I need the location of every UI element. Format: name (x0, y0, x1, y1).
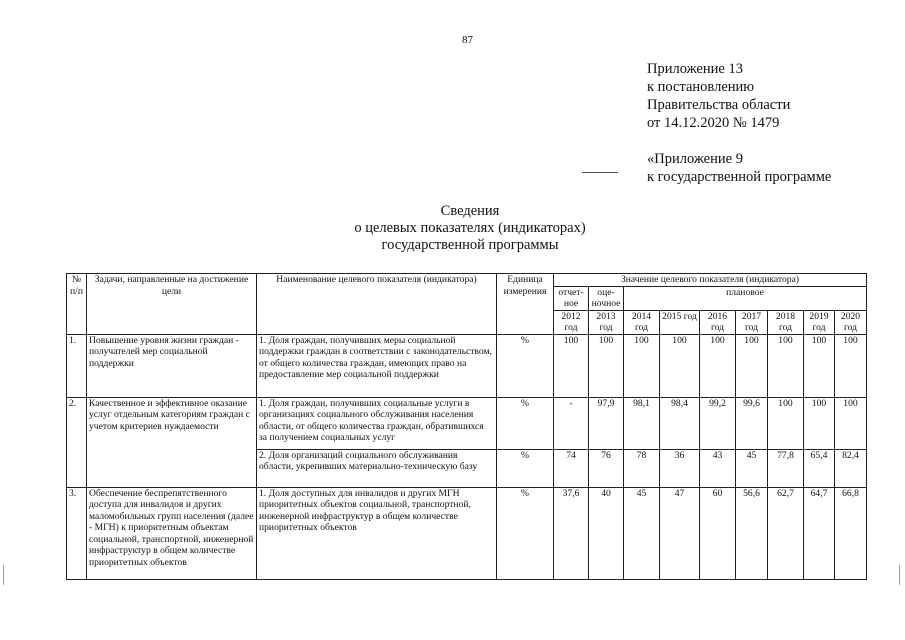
scan-artifact (899, 565, 900, 585)
row-value: 100 (835, 334, 867, 397)
title-line: государственной программы (381, 237, 559, 253)
row-value: - (554, 397, 589, 449)
table-row (67, 487, 867, 579)
row-value: 100 (768, 397, 804, 449)
header-year: 2020 год (835, 310, 867, 334)
header-tasks: Задачи, направленные на достижение цели (87, 274, 257, 335)
scan-dash (582, 172, 618, 173)
row-unit: % (497, 397, 554, 449)
row-value: 45 (736, 449, 768, 487)
header-year: 2016 год (700, 310, 736, 334)
row-value: 47 (660, 487, 700, 579)
header-year: 2014 год (624, 310, 660, 334)
row-num: 1. (67, 334, 87, 397)
row-value: 45 (624, 487, 660, 579)
title-line: о целевых показателях (индикаторах) (354, 220, 586, 236)
row-num: 2. (67, 397, 87, 487)
header-year: 2015 год (660, 310, 700, 334)
row-value: 100 (736, 334, 768, 397)
row-num: 3. (67, 487, 87, 579)
document-title (300, 203, 640, 254)
row-value: 100 (804, 334, 835, 397)
page-number: 87 (462, 34, 473, 46)
row-value: 78 (624, 449, 660, 487)
row-value: 77,8 (768, 449, 804, 487)
header-year: 2012 год (554, 310, 589, 334)
row-task: Повышение уровня жизни граждан - получателей мер социальной поддержки (87, 334, 257, 397)
appendix-block (647, 60, 790, 132)
row-value: 100 (768, 334, 804, 397)
row-value: 98,4 (660, 397, 700, 449)
row-value: 56,6 (736, 487, 768, 579)
row-value: 100 (804, 397, 835, 449)
row-value: 99,6 (736, 397, 768, 449)
row-value: 64,7 (804, 487, 835, 579)
row-value: 100 (624, 334, 660, 397)
header-year: 2018 год (768, 310, 804, 334)
header-reported: отчет-ное (554, 286, 589, 310)
table-row (67, 334, 867, 397)
header-estimated: оце-ночное (589, 286, 624, 310)
appendix-line: к государственной программе (647, 169, 832, 185)
appendix-line: Правительства области (647, 97, 791, 113)
scan-artifact (3, 565, 4, 585)
row-value: 82,4 (835, 449, 867, 487)
appendix-line: от 14.12.2020 № 1479 (647, 115, 780, 131)
header-num: № п/п (67, 274, 87, 335)
row-value: 100 (554, 334, 589, 397)
row-indicator: 1. Доля граждан, получивших социальные услуги в организациях социального обслуживания населения области, от общего количества граждан, обратившихся за получением социальных услуг (257, 397, 497, 449)
title-line: Сведения (440, 203, 500, 219)
row-value: 76 (589, 449, 624, 487)
row-value: 98,1 (624, 397, 660, 449)
row-value: 100 (660, 334, 700, 397)
row-value: 100 (700, 334, 736, 397)
header-indicator: Наименование целевого показателя (индикатора) (257, 274, 497, 335)
header-planned: плановое (624, 286, 867, 310)
row-value: 74 (554, 449, 589, 487)
header-unit: Единица измерения (497, 274, 554, 335)
row-value: 66,8 (835, 487, 867, 579)
row-unit: % (497, 449, 554, 487)
row-value: 100 (589, 334, 624, 397)
row-task: Обеспечение беспрепятственного доступа для инвалидов и других маломобильных групп населения (далее - МГН) к приоритетным объектам социальной, транспортной, инженерной инфраструктур в общем количестве приоритетных объектов (87, 487, 257, 579)
header-value: Значение целевого показателя (индикатора) (554, 274, 867, 287)
indicators-table (66, 273, 867, 580)
appendix-line: к постановлению (647, 79, 755, 95)
appendix-line: «Приложение 9 (647, 151, 743, 167)
table-row (67, 397, 867, 449)
row-indicator: 1. Доля граждан, получивших меры социальной поддержки граждан в соответствии с законодательством, от общего количества граждан, имеющих право на предоставление мер социальной поддержки (257, 334, 497, 397)
row-unit: % (497, 334, 554, 397)
row-indicator: 2. Доля организаций социального обслуживания области, укрепивших материально-техническую базу (257, 449, 497, 487)
row-unit: % (497, 487, 554, 579)
row-task: Качественное и эффективное оказание услуг отдельным категориям граждан с учетом критериев нуждаемости (87, 397, 257, 487)
row-value: 97,9 (589, 397, 624, 449)
row-indicator: 1. Доля доступных для инвалидов и других МГН приоритетных объектов социальной, транспортной, инженерной инфраструктур в общем количестве приоритетных объектов (257, 487, 497, 579)
appendix-line: Приложение 13 (647, 61, 743, 77)
row-value: 36 (660, 449, 700, 487)
header-year: 2013 год (589, 310, 624, 334)
row-value: 40 (589, 487, 624, 579)
row-value: 43 (700, 449, 736, 487)
header-year: 2019 год (804, 310, 835, 334)
row-value: 62,7 (768, 487, 804, 579)
row-value: 37,6 (554, 487, 589, 579)
row-value: 65,4 (804, 449, 835, 487)
inner-appendix-block (647, 150, 831, 186)
header-year: 2017 год (736, 310, 768, 334)
row-value: 99,2 (700, 397, 736, 449)
row-value: 100 (835, 397, 867, 449)
row-value: 60 (700, 487, 736, 579)
